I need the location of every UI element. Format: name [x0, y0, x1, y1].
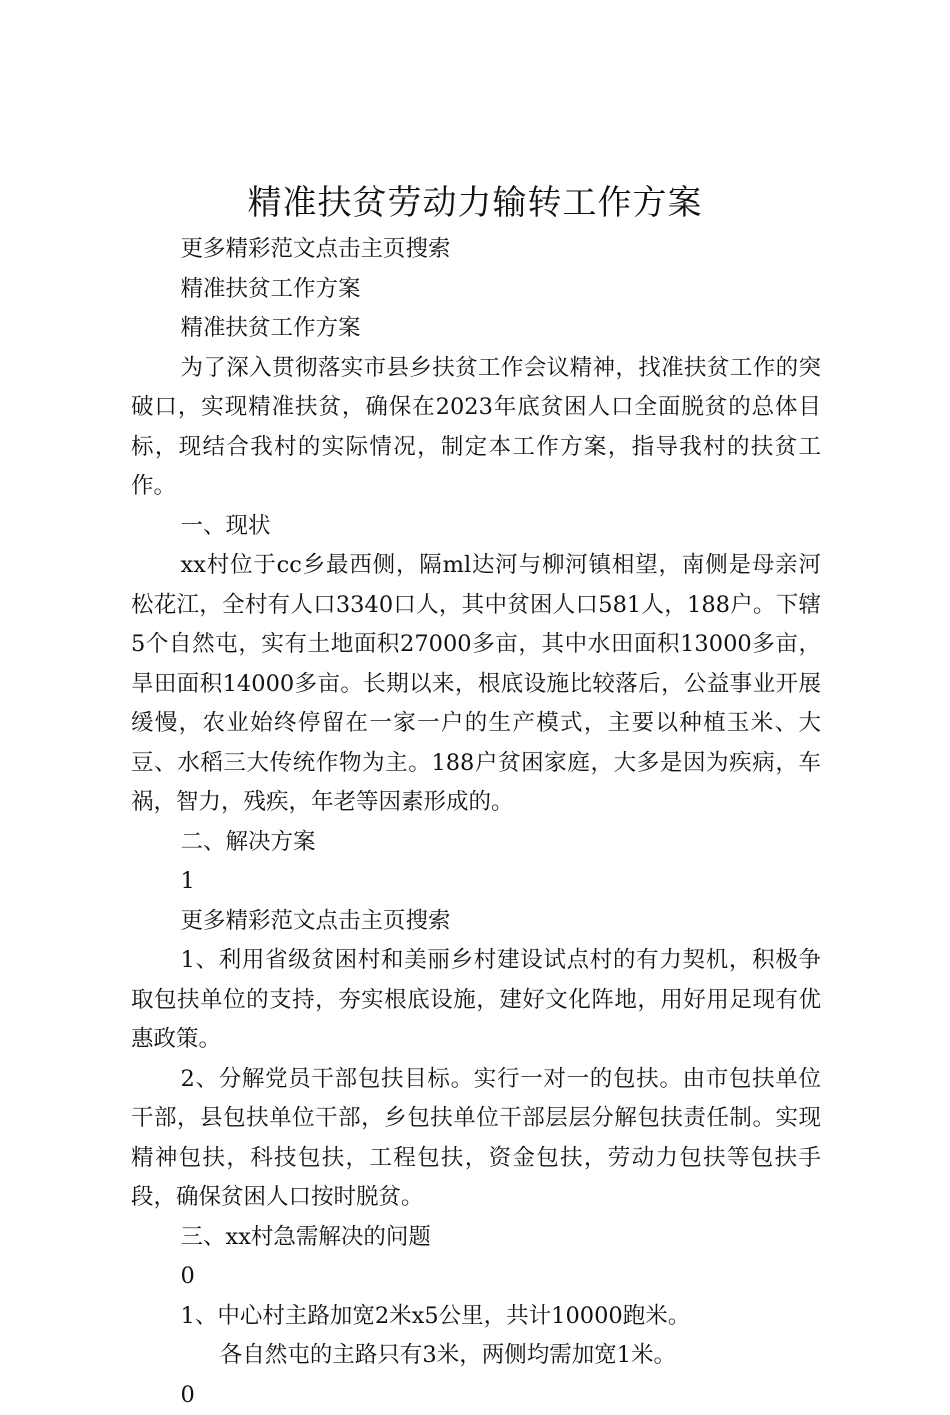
document-title: 精准扶贫劳动力输转工作方案 — [0, 178, 950, 228]
promo-line: 更多精彩范文点击主页搜索 — [131, 230, 821, 270]
subtitle-line: 精准扶贫工作方案 — [131, 309, 821, 349]
solution-paragraph: 2、分解党员干部包扶目标。实行一对一的包扶。由市包扶单位干部，县包扶单位干部，乡包扶单位干部层层分解包扶责任制。实现精神包扶，科技包扶，工程包扶，资金包扶，劳动力包扶等包扶手段，确保贫困人口按时脱贫。 — [131, 1060, 821, 1218]
promo-line: 更多精彩范文点击主页搜索 — [131, 902, 821, 942]
page-number: 1 — [131, 862, 821, 902]
section-heading: 二、解决方案 — [131, 823, 821, 863]
section-heading: 三、xx村急需解决的问题 — [131, 1218, 821, 1258]
document-body — [131, 230, 821, 1415]
status-paragraph: xx村位于cc乡最西侧，隔ml达河与柳河镇相望，南侧是母亲河松花江，全村有人口3340口人，其中贫困人口581人，188户。下辖5个自然屯，实有土地面积27000多亩，其中水田面积13000多亩，旱田面积14000多亩。长期以来，根底设施比较落后，公益事业开展缓慢，农业始终停留在一家一户的生产模式，主要以种植玉米、大豆、水稻三大传统作物为主。188户贫困家庭，大多是因为疾病，车祸，智力，残疾，年老等因素形成的。 — [131, 546, 821, 823]
section-heading: 一、现状 — [131, 507, 821, 547]
solution-paragraph: 1、利用省级贫困村和美丽乡村建设试点村的有力契机，积极争取包扶单位的支持，夯实根底设施，建好文化阵地，用好用足现有优惠政策。 — [131, 941, 821, 1060]
numeric-marker: 0 — [131, 1376, 821, 1415]
intro-paragraph: 为了深入贯彻落实市县乡扶贫工作会议精神，找准扶贫工作的突破口，实现精准扶贫，确保在2023年底贫困人口全面脱贫的总体目标，现结合我村的实际情况，制定本工作方案，指导我村的扶贫工作。 — [131, 349, 821, 507]
numeric-marker: 0 — [131, 1257, 821, 1297]
subtitle-line: 精准扶贫工作方案 — [131, 270, 821, 310]
issue-detail: 各自然屯的主路只有3米，两侧均需加宽1米。 — [131, 1336, 821, 1376]
issue-paragraph: 1、中心村主路加宽2米x5公里，共计10000跑米。 — [131, 1297, 821, 1337]
